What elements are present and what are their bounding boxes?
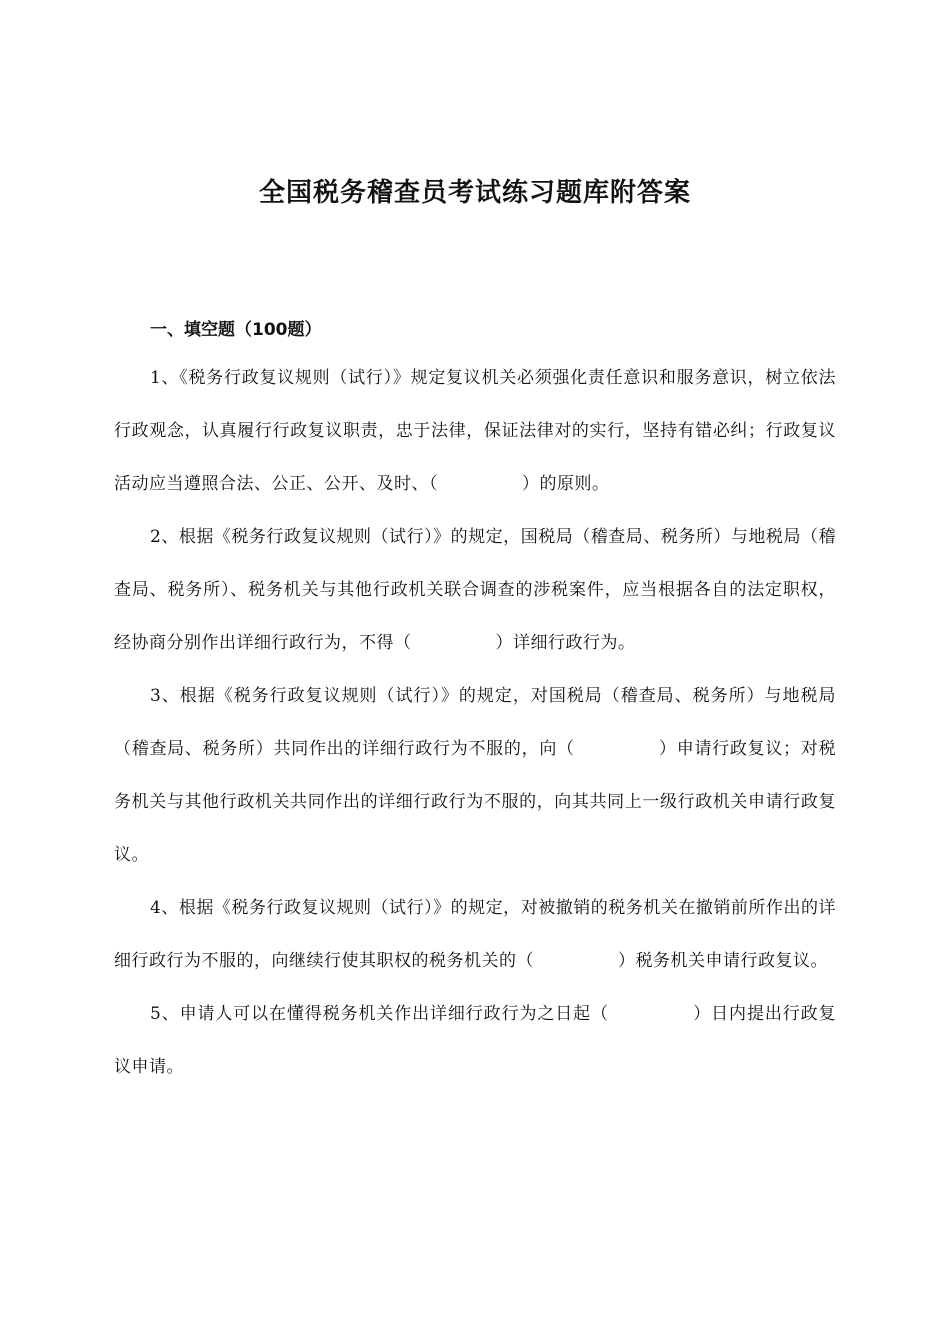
section-heading: 一、填空题（100题）: [150, 320, 322, 340]
question-2-text-after: ）详细行政行为。: [495, 633, 636, 653]
question-4-text-after: ）税务机关申请行政复议。: [618, 951, 828, 971]
question-1-text-after: ）的原则。: [522, 474, 610, 494]
question-5-text-after: ）日内提出行政复议申请。: [114, 1004, 836, 1077]
question-3: [114, 670, 836, 882]
question-3-text-after: ）申请行政复议；对税务机关与其他行政机关共同作出的详细行政行为不服的，向其共同上一级行政机关申请行政复议。: [114, 739, 837, 865]
question-2-text-before: 2、根据《税务行政复议规则（试行）》的规定，国税局（稽查局、税务所）与地税局（稽查局、税务所）、税务机关与其他行政机关联合调查的涉税案件，应当根据各自的法定职权，经协商分别作出详细行政行为，不得（: [114, 527, 836, 653]
question-1-text-before: 1、《税务行政复议规则（试行）》规定复议机关必须强化责任意识和服务意识，树立依法行政观念，认真履行行政复议职责，忠于法律，保证法律对的实行，坚持有错必纠；行政复议活动应当遵照合法、公正、公开、及时、（: [114, 368, 836, 494]
question-4-text-before: 4、根据《税务行政复议规则（试行）》的规定，对被撤销的税务机关在撤销前所作出的详细行政行为不服的，向继续行使其职权的税务机关的（: [114, 898, 836, 971]
question-2: [114, 511, 836, 670]
question-1: [114, 352, 836, 511]
question-4: [114, 882, 836, 988]
document-title: 全国税务稽查员考试练习题库附答案: [258, 178, 691, 208]
question-5-text-before: 5、申请人可以在懂得税务机关作出详细行政行为之日起（: [150, 1004, 609, 1024]
question-5: [114, 988, 836, 1094]
question-3-text-before: 3、根据《税务行政复议规则（试行）》的规定，对国税局（稽查局、税务所）与地税局（稽查局、税务所）共同作出的详细行政行为不服的，向（: [114, 686, 836, 759]
fill-in-blank-section: [114, 318, 836, 1094]
